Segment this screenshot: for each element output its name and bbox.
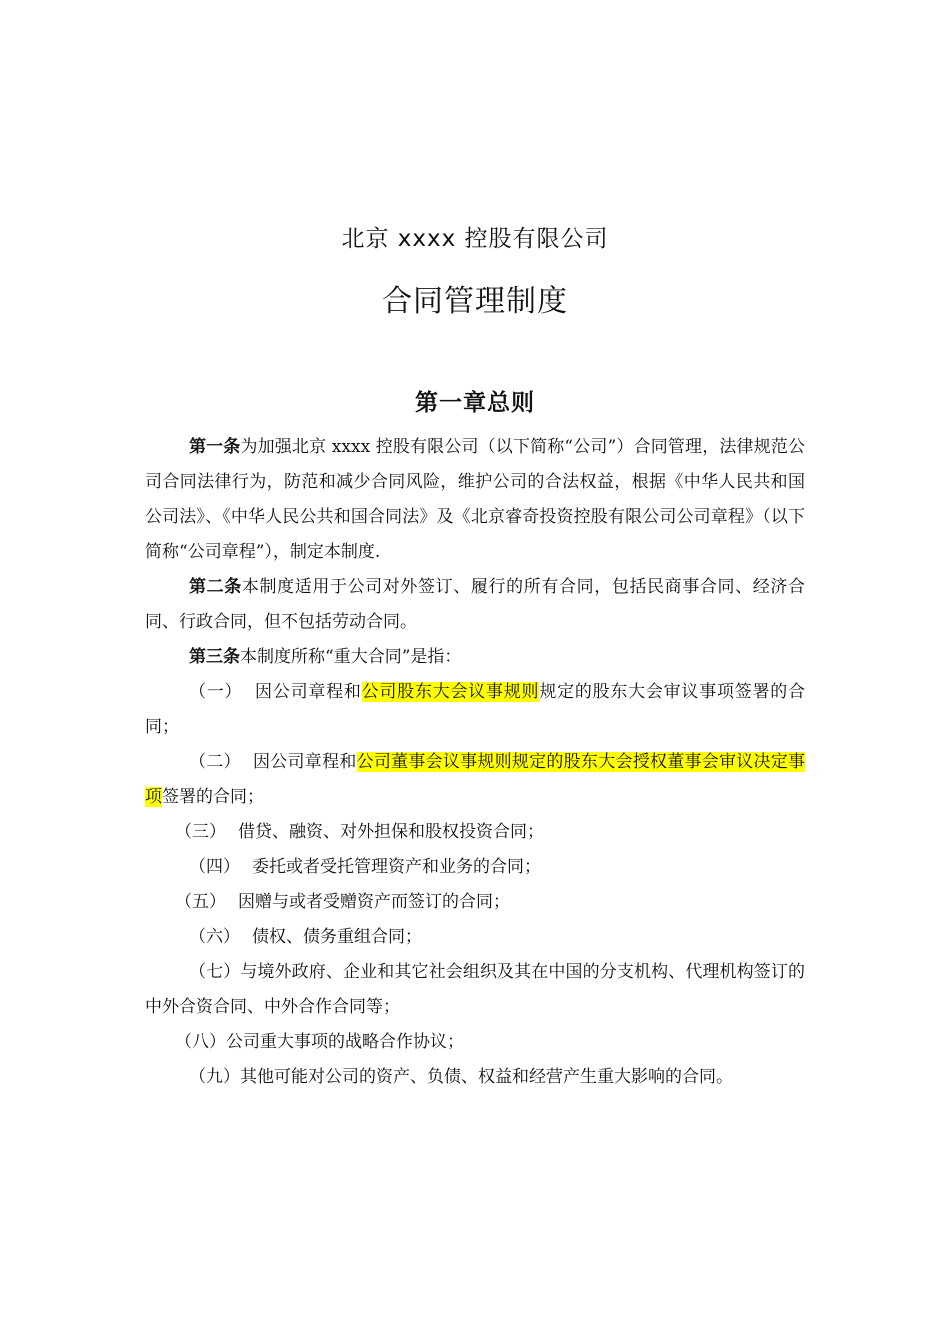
list-item-text: 规定的股东大会审议事项签署的合同； bbox=[145, 682, 806, 737]
list-item-text: 因公司章程和 bbox=[252, 752, 357, 772]
list-item-1 bbox=[145, 675, 805, 745]
article-3-label: 第三条 bbox=[189, 647, 240, 667]
list-item-number: （二） bbox=[189, 752, 241, 772]
list-item-text: 签署的合同； bbox=[162, 787, 264, 807]
article-2 bbox=[145, 570, 805, 640]
article-2-label: 第二条 bbox=[189, 577, 242, 597]
list-item-5 bbox=[145, 885, 805, 920]
list-item-number: （五） bbox=[175, 892, 226, 912]
list-item-number: （九） bbox=[189, 1067, 240, 1087]
list-item-text: 借贷、融资、对外担保和股权投资合同； bbox=[238, 822, 544, 842]
list-item-text: 公司重大事项的战略合作协议； bbox=[226, 1032, 464, 1052]
list-item-text: 与境外政府、企业和其它社会组织及其在中国的分支机构、代理机构签订的中外合资合同、中外合作合同等； bbox=[145, 962, 805, 1017]
list-item-4 bbox=[145, 850, 805, 885]
list-item-number: （七） bbox=[189, 962, 241, 982]
article-3 bbox=[145, 640, 805, 675]
list-item-number: （八） bbox=[175, 1032, 226, 1052]
article-3-text: 本制度所称“重大合同”是指： bbox=[240, 647, 462, 667]
article-1-text: 为加强北京 xxxx 控股有限公司（以下简称“公司”）合同管理，法律规范公司合同法律行为，防范和减少合同风险，维护公司的合法权益，根据《中华人民共和国公司法》、《中华人民公共和国合同法》及《北京睿奇投资控股有限公司公司章程》（以下简称“公司章程”），制定本制度. bbox=[145, 437, 805, 562]
document-body bbox=[145, 430, 805, 1095]
article-2-text: 本制度适用于公司对外签订、履行的所有合同，包括民商事合同、经济合同、行政合同，但不包括劳动合同。 bbox=[145, 577, 806, 632]
list-item-7 bbox=[145, 955, 805, 1025]
list-item-text: 因赠与或者受赠资产而签订的合同； bbox=[238, 892, 510, 912]
chapter-heading: 第一章总则 bbox=[415, 390, 535, 416]
document-title: 合同管理制度 bbox=[382, 284, 568, 319]
highlighted-text: 公司董事会议事规则规定的股东大会授权董事会审议决定事项 bbox=[145, 752, 806, 807]
company-name: 北京 xxxx 控股有限公司 bbox=[341, 226, 609, 252]
list-item-8 bbox=[145, 1025, 805, 1060]
list-item-number: （六） bbox=[189, 927, 240, 947]
list-item-9 bbox=[145, 1060, 805, 1095]
list-item-2 bbox=[145, 745, 805, 815]
list-item-3 bbox=[145, 815, 805, 850]
list-item-number: （三） bbox=[175, 822, 226, 842]
list-item-6 bbox=[145, 920, 805, 955]
list-item-number: （四） bbox=[189, 857, 240, 877]
highlighted-text: 公司股东大会议事规则 bbox=[361, 682, 540, 702]
article-1 bbox=[145, 430, 805, 570]
list-item-text: 债权、债务重组合同； bbox=[252, 927, 422, 947]
list-item-text: 其他可能对公司的资产、负债、权益和经营产生重大影响的合同。 bbox=[240, 1067, 733, 1087]
article-1-label: 第一条 bbox=[189, 437, 241, 457]
list-item-text: 因公司章程和 bbox=[254, 682, 362, 702]
list-item-number: （一） bbox=[189, 682, 243, 702]
list-item-text: 委托或者受托管理资产和业务的合同； bbox=[252, 857, 541, 877]
